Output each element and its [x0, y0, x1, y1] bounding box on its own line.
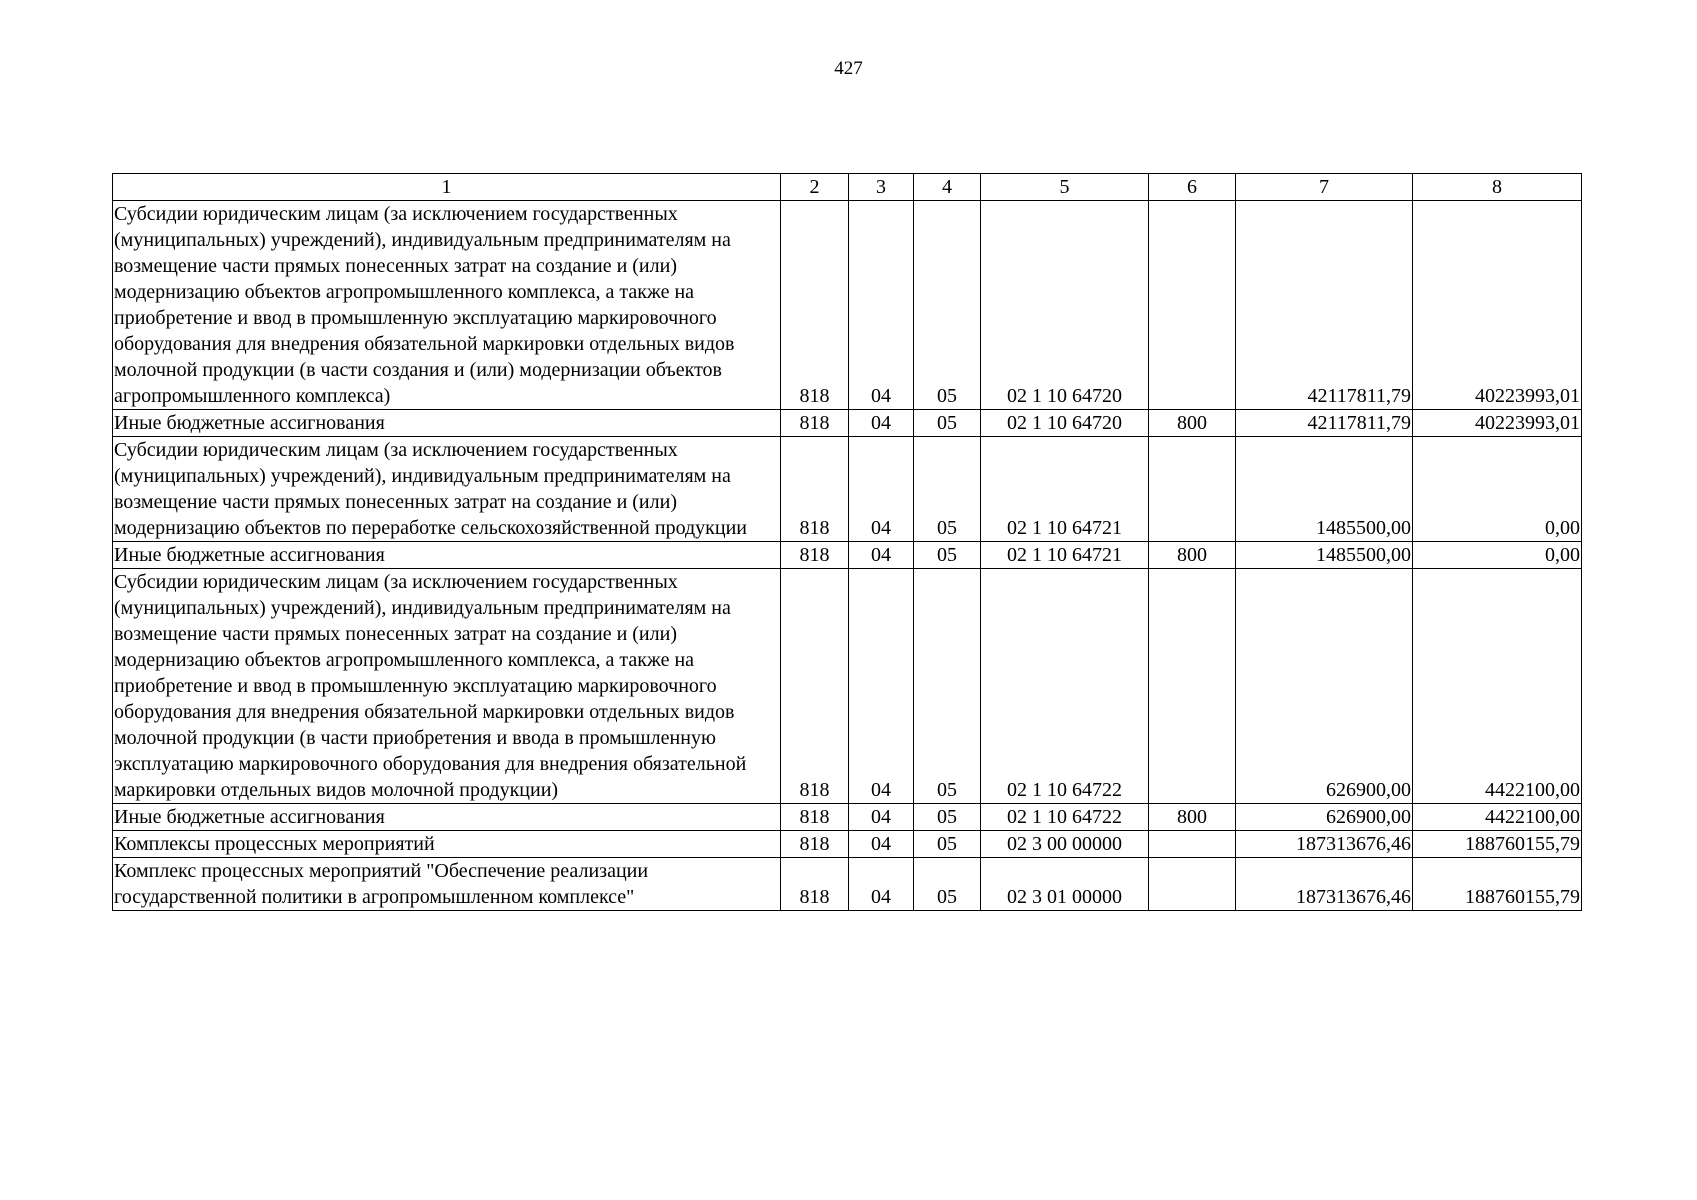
row-name: Субсидии юридическим лицам (за исключением государственных (муниципальных) учреждений), индивидуальным предпринимателям на возмещение части прямых понесенных затрат на создание и (или) модернизацию объектов агропромышленного комплекса, а также на приобретение и ввод в промышленную эксплуатацию маркировочного оборудования для внедрения обязательной маркировки отдельных видов молочной продукции (в части создания и (или) модернизации объектов агропромышленного комплекса) [113, 201, 781, 410]
table-row [113, 858, 1582, 911]
row-col-6 [1149, 831, 1236, 858]
row-col-7: 42117811,79 [1236, 410, 1413, 437]
row-col-6 [1149, 569, 1236, 804]
row-col-4: 05 [914, 410, 981, 437]
row-col-7: 626900,00 [1236, 804, 1413, 831]
row-col-2: 818 [781, 542, 849, 569]
row-col-4: 05 [914, 831, 981, 858]
row-col-7: 42117811,79 [1236, 201, 1413, 410]
row-name: Субсидии юридическим лицам (за исключением государственных (муниципальных) учреждений), индивидуальным предпринимателям на возмещение части прямых понесенных затрат на создание и (или) модернизацию объектов агропромышленного комплекса, а также на приобретение и ввод в промышленную эксплуатацию маркировочного оборудования для внедрения обязательной маркировки отдельных видов молочной продукции (в части приобретения и ввода в промышленную эксплуатацию маркировочного оборудования для внедрения обязательной маркировки отдельных видов молочной продукции) [113, 569, 781, 804]
table-row [113, 804, 1582, 831]
row-col-7: 1485500,00 [1236, 437, 1413, 542]
row-col-3: 04 [849, 542, 914, 569]
header-col-5: 5 [981, 174, 1149, 201]
row-col-5: 02 1 10 64722 [981, 804, 1149, 831]
row-col-3: 04 [849, 831, 914, 858]
row-col-2: 818 [781, 858, 849, 911]
row-col-8: 40223993,01 [1413, 201, 1582, 410]
row-col-4: 05 [914, 858, 981, 911]
row-col-2: 818 [781, 410, 849, 437]
row-col-6: 800 [1149, 410, 1236, 437]
row-col-3: 04 [849, 410, 914, 437]
row-col-6 [1149, 201, 1236, 410]
header-col-1: 1 [113, 174, 781, 201]
row-col-4: 05 [914, 437, 981, 542]
header-col-4: 4 [914, 174, 981, 201]
row-col-5: 02 1 10 64720 [981, 201, 1149, 410]
row-col-8: 40223993,01 [1413, 410, 1582, 437]
row-col-6 [1149, 437, 1236, 542]
header-col-8: 8 [1413, 174, 1582, 201]
row-name: Комплексы процессных мероприятий [113, 831, 781, 858]
row-col-8: 4422100,00 [1413, 569, 1582, 804]
row-col-2: 818 [781, 569, 849, 804]
row-col-7: 187313676,46 [1236, 831, 1413, 858]
budget-table [112, 173, 1582, 911]
row-col-3: 04 [849, 437, 914, 542]
row-col-5: 02 1 10 64721 [981, 542, 1149, 569]
row-col-3: 04 [849, 858, 914, 911]
row-name: Иные бюджетные ассигнования [113, 410, 781, 437]
row-col-8: 0,00 [1413, 542, 1582, 569]
header-row [113, 174, 1582, 201]
row-name: Комплекс процессных мероприятий "Обеспечение реализации государственной политики в агропромышленном комплексе" [113, 858, 781, 911]
row-col-8: 0,00 [1413, 437, 1582, 542]
row-col-2: 818 [781, 804, 849, 831]
row-col-8: 188760155,79 [1413, 858, 1582, 911]
row-col-3: 04 [849, 804, 914, 831]
row-col-5: 02 1 10 64721 [981, 437, 1149, 542]
header-col-2: 2 [781, 174, 849, 201]
row-col-8: 188760155,79 [1413, 831, 1582, 858]
page-number: 427 [834, 58, 863, 79]
row-col-2: 818 [781, 437, 849, 542]
row-name: Субсидии юридическим лицам (за исключением государственных (муниципальных) учреждений), индивидуальным предпринимателям на возмещение части прямых понесенных затрат на создание и (или) модернизацию объектов по переработке сельскохозяйственной продукции [113, 437, 781, 542]
table-row [113, 410, 1582, 437]
row-col-5: 02 3 00 00000 [981, 831, 1149, 858]
row-col-4: 05 [914, 804, 981, 831]
row-col-2: 818 [781, 201, 849, 410]
header-col-6: 6 [1149, 174, 1236, 201]
row-name: Иные бюджетные ассигнования [113, 804, 781, 831]
row-col-4: 05 [914, 542, 981, 569]
row-col-7: 1485500,00 [1236, 542, 1413, 569]
row-col-8: 4422100,00 [1413, 804, 1582, 831]
row-col-6: 800 [1149, 804, 1236, 831]
row-col-6 [1149, 858, 1236, 911]
table-row [113, 201, 1582, 410]
table-row [113, 831, 1582, 858]
table-row [113, 437, 1582, 542]
header-col-7: 7 [1236, 174, 1413, 201]
row-col-6: 800 [1149, 542, 1236, 569]
table-row [113, 542, 1582, 569]
row-col-2: 818 [781, 831, 849, 858]
header-col-3: 3 [849, 174, 914, 201]
row-col-5: 02 3 01 00000 [981, 858, 1149, 911]
row-col-7: 626900,00 [1236, 569, 1413, 804]
row-col-5: 02 1 10 64720 [981, 410, 1149, 437]
row-name: Иные бюджетные ассигнования [113, 542, 781, 569]
row-col-4: 05 [914, 569, 981, 804]
row-col-7: 187313676,46 [1236, 858, 1413, 911]
row-col-4: 05 [914, 201, 981, 410]
row-col-3: 04 [849, 201, 914, 410]
row-col-5: 02 1 10 64722 [981, 569, 1149, 804]
table-row [113, 569, 1582, 804]
row-col-3: 04 [849, 569, 914, 804]
